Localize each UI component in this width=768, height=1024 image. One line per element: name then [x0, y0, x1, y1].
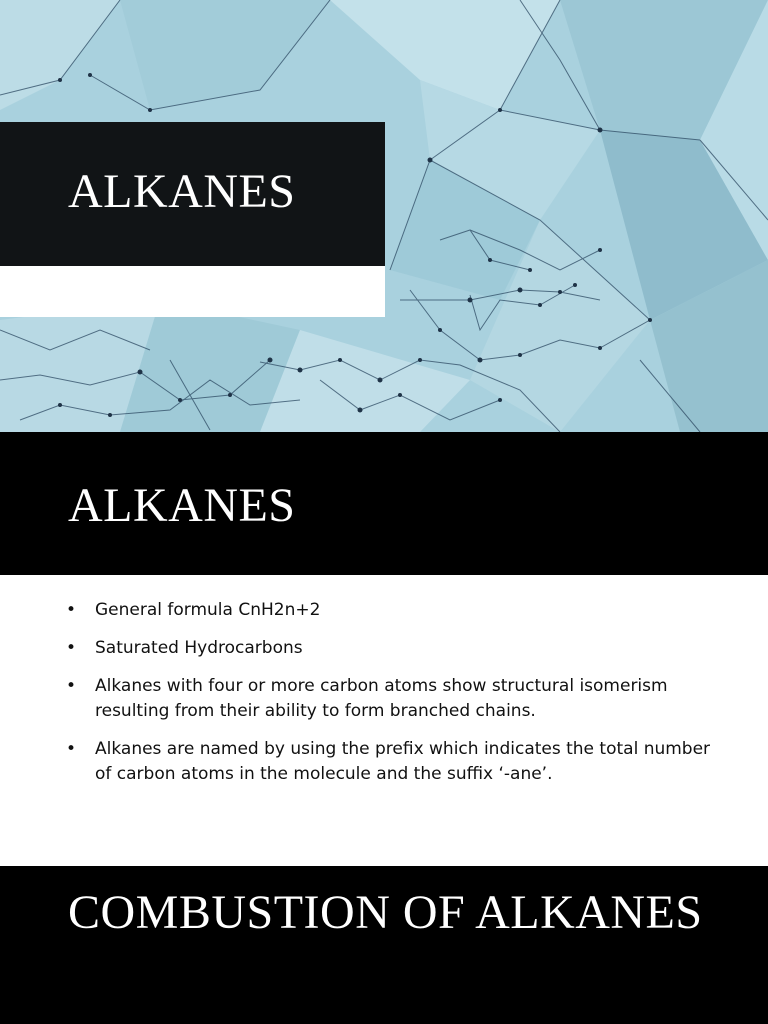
bullet-text: General formula CnH2n+2 [95, 600, 321, 620]
list-item [66, 598, 716, 623]
title-band [0, 122, 385, 266]
slide-2 [0, 432, 768, 864]
slide-2-title: ALKANES [68, 479, 296, 532]
slide-3-title: COMBUSTION OF ALKANES [68, 886, 703, 939]
bullet-dot-icon: • [66, 600, 77, 620]
slide-1 [0, 0, 768, 432]
slide-1-title: ALKANES [68, 165, 296, 218]
bullet-dot-icon: • [66, 638, 77, 658]
bullet-dot-icon: • [66, 739, 77, 759]
bullet-text: Alkanes are named by using the prefix which indicates the total number of carbon atoms in the molecule and the suffix ‘-ane’. [95, 739, 711, 784]
bullet-text: Saturated Hydrocarbons [95, 638, 303, 658]
list-item [66, 737, 716, 787]
slide-3 [0, 866, 768, 1024]
list-item [66, 636, 716, 661]
slide-2-header [0, 432, 768, 575]
bullet-list [66, 598, 716, 800]
bullet-dot-icon: • [66, 676, 77, 696]
white-accent-band [0, 266, 385, 317]
list-item [66, 674, 716, 724]
bullet-text: Alkanes with four or more carbon atoms show structural isomerism resulting from their ability to form branched chains. [95, 676, 668, 721]
